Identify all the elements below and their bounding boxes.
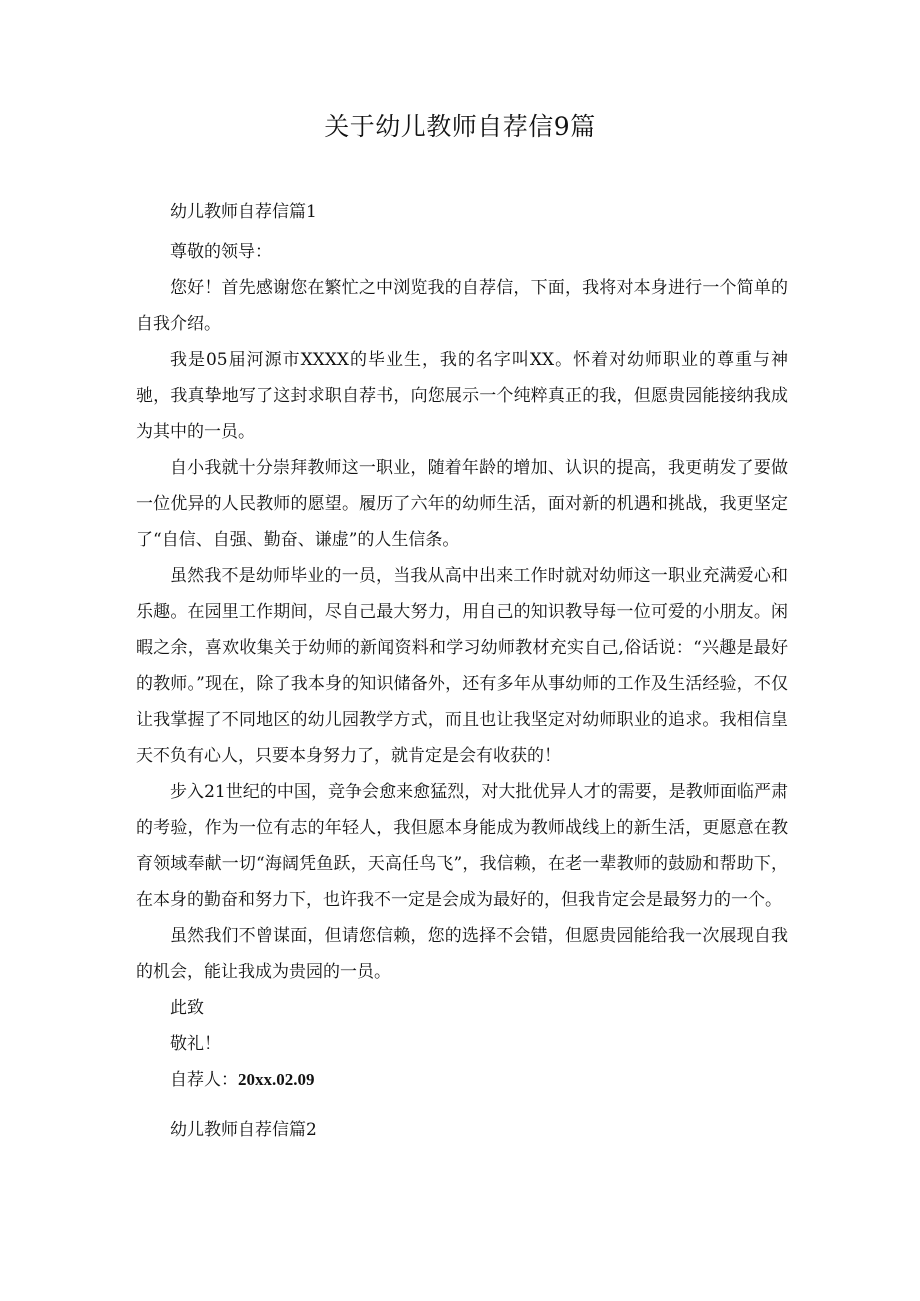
paragraph-1: 您好！首先感谢您在繁忙之中浏览我的自荐信，下面，我将对本身进行一个简单的自我介绍。 — [136, 278, 788, 334]
paragraph-5: 步入21世纪的中国，竞争会愈来愈猛烈，对大批优异人才的需要，是教师面临严肃的考验，作为一位有志的年轻人，我但愿本身能成为教师战线上的新生活，更愿意在教育领域奉献一切“海阔凭鱼跃，天高任鸟飞”，我信赖，在老一辈教师的鼓励和帮助下，在本身的勤奋和努力下，也许我不一定是会成为最好的，但我肯定会是最努力的一个。 — [136, 782, 788, 910]
document-title: 关于幼儿教师自荐信9篇 — [324, 112, 596, 141]
paragraph-2: 我是05届河源市XXXX的毕业生，我的名字叫XX。怀着对幼师职业的尊重与神驰，我真挚地写了这封求职自荐书，向您展示一个纯粹真正的我，但愿贵园能接纳我成为其中的一员。 — [136, 350, 788, 442]
document-body — [136, 194, 788, 1148]
paragraph-6: 虽然我们不曾谋面，但请您信赖，您的选择不会错，但愿贵园能给我一次展现自我的机会，能让我成为贵园的一员。 — [136, 926, 788, 982]
paragraph-4: 虽然我不是幼师毕业的一员，当我从高中出来工作时就对幼师这一职业充满爱心和乐趣。在园里工作期间，尽自己最大努力，用自己的知识教导每一位可爱的小朋友。闲暇之余，喜欢收集关于幼师的新闻资料和学习幼师教材充实自己,俗话说：“兴趣是最好的教师。”现在，除了我本身的知识储备外，还有多年从事幼师的工作及生活经验，不仅让我掌握了不同地区的幼儿园教学方式，而且也让我坚定对幼师职业的追求。我相信皇天不负有心人，只要本身努力了，就肯定是会有收获的！ — [136, 566, 788, 766]
signature — [136, 1062, 788, 1098]
paragraph-3: 自小我就十分崇拜教师这一职业，随着年龄的增加、认识的提高，我更萌发了要做一位优异的人民教师的愿望。履历了六年的幼师生活，面对新的机遇和挑战，我更坚定了“自信、自强、勤奋、谦虚”的人生信条。 — [136, 458, 788, 550]
salutation: 尊敬的领导： — [170, 242, 272, 262]
section-heading-1: 幼儿教师自荐信篇1 — [170, 202, 317, 222]
closing-line-1: 此致 — [170, 998, 204, 1018]
closing-line-2: 敬礼！ — [170, 1034, 221, 1054]
section-heading-2: 幼儿教师自荐信篇2 — [170, 1120, 317, 1140]
signature-date: 20xx.02.09 — [238, 1070, 315, 1089]
signature-label: 自荐人： — [170, 1070, 238, 1090]
